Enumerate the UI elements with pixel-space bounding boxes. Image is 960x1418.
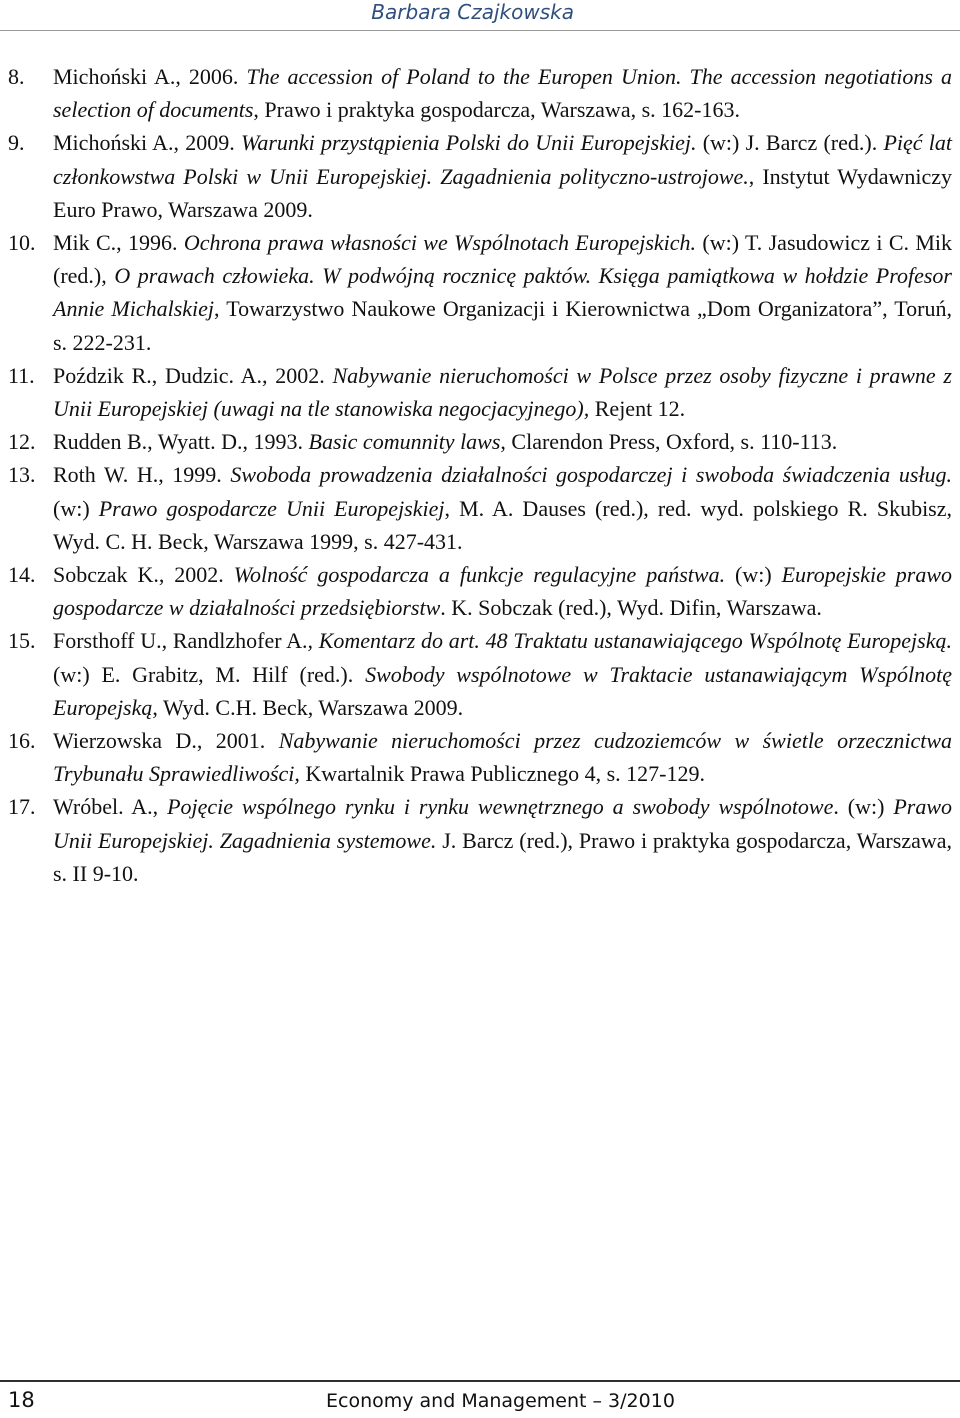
reference-segment: Wierzowska D., 2001.: [53, 728, 279, 754]
page-header: [0, 0, 960, 31]
reference-number: 15.: [8, 628, 36, 654]
reference-segment: Roth W. H., 1999.: [53, 462, 231, 488]
reference-title-segment: Swoboda prowadzenia działalności gospodarczej i swoboda świadczenia usług.: [230, 462, 953, 488]
reference-text: [53, 558, 952, 624]
reference-segment: , Prawo i praktyka gospodarcza, Warszawa, s. 162-163.: [253, 97, 740, 123]
reference-title-segment: Nabywanie nieruchomości w Polsce przez osoby fizyczne i prawne z Unii Europejskiej (uwagi na tle stanowiska negocjacyjnego),: [53, 362, 952, 422]
reference-text: [53, 226, 952, 359]
reference-list: [8, 60, 952, 890]
running-head-author: Barbara Czajkowska: [371, 0, 574, 24]
reference-item: [8, 558, 952, 624]
reference-title-segment: Warunki przystąpienia Polski do Unii Europejskiej.: [241, 130, 697, 156]
reference-segment: Wróbel. A.,: [53, 794, 168, 820]
reference-item: [8, 60, 952, 126]
reference-number: 13.: [8, 462, 36, 488]
reference-segment: Mik C., 1996.: [53, 230, 184, 256]
reference-number: 16.: [8, 728, 36, 754]
reference-segment: , Instytut Wydawniczy Euro Prawo, Warszawa 2009.: [53, 163, 952, 222]
reference-segment: , M. A. Dauses (red.), red. wyd. polskiego R. Skubisz, Wyd. C. H. Beck, Warszawa 1999, s. 427-431.: [53, 495, 953, 554]
reference-title-segment: Basic comunnity laws: [308, 429, 501, 455]
reference-segment: , Clarendon Press, Oxford, s. 110-113.: [500, 429, 838, 455]
reference-segment: (w:) E. Grabitz, M. Hilf (red.).: [53, 661, 366, 687]
reference-segment: Michoński A., 2006.: [53, 64, 247, 89]
reference-title-segment: , Komentarz do art. 48 Traktatu ustanawiającego Wspólnotę Europejską.: [307, 628, 952, 654]
reference-number: 10.: [8, 230, 36, 256]
reference-number: 9.: [8, 130, 25, 156]
reference-text: [53, 458, 952, 558]
reference-text: [53, 724, 952, 790]
journal-footer: Economy and Management – 3/2010: [326, 1390, 675, 1412]
reference-title-segment: Nabywanie nieruchomości przez cudzoziemców w świetle orzecznictwa Trybunału Sprawiedliwości,: [53, 728, 952, 787]
reference-segment: (w:): [53, 495, 99, 521]
page-number: 18: [8, 1388, 35, 1412]
reference-segment: . (w:): [833, 794, 894, 820]
reference-item: [8, 126, 952, 226]
reference-title-segment: Wolność gospodarcza a funkcje regulacyjne państwa.: [233, 562, 726, 588]
reference-item: [8, 359, 952, 425]
reference-title-segment: Europejskie prawo gospodarcze w działalności przedsiębiorstw: [53, 562, 952, 621]
reference-title-segment: Prawo Unii Europejskiej. Zagadnienia systemowe.: [53, 794, 953, 853]
reference-text: [53, 126, 952, 226]
reference-segment: J. Barcz (red.), Prawo i praktyka gospodarcza, Warszawa, s. II 9-10.: [53, 827, 952, 886]
reference-title-segment: Ochrona prawa własności we Wspólnotach Europejskich.: [183, 230, 697, 256]
reference-title-segment: Pojęcie wspólnego rynku i rynku wewnętrznego a swobody wspólnotowe: [167, 794, 834, 820]
reference-title-segment: O prawach człowieka. W podwójną rocznicę paktów. Księga pamiątkowa w hołdzie Profesor Annie Michalskiej: [53, 263, 952, 322]
reference-number: 11.: [8, 362, 35, 388]
reference-number: 17.: [8, 794, 36, 820]
reference-segment: Rudden B., Wyatt. D., 1993.: [53, 429, 309, 455]
reference-title-segment: Swobody wspólnotowe w Traktacie ustanawiającym Wspólnotę Europejską: [53, 661, 952, 720]
reference-text: [53, 425, 952, 458]
reference-item: [8, 425, 952, 458]
reference-segment: (w:) T. Jasudowicz i C. Mik (red.),: [53, 230, 952, 289]
reference-segment: (w:): [725, 562, 782, 588]
reference-item: [8, 790, 952, 890]
reference-number: 8.: [8, 64, 25, 89]
reference-item: [8, 226, 952, 359]
reference-segment: (w:) J. Barcz (red.).: [696, 130, 884, 156]
reference-segment: Forsthoff U., Randlzhofer A.: [53, 628, 308, 654]
reference-segment: Rejent 12.: [589, 396, 686, 422]
reference-item: [8, 724, 952, 790]
reference-segment: , Towarzystwo Naukowe Organizacji i Kierownictwa „Dom Organizatora”, Toruń, s. 222-231.: [53, 296, 952, 355]
reference-segment: . K. Sobczak (red.), Wyd. Difin, Warszawa.: [440, 595, 822, 621]
footer-divider: [0, 1380, 960, 1382]
reference-segment: Kwartalnik Prawa Publicznego 4, s. 127-129.: [299, 761, 706, 787]
reference-item: [8, 624, 952, 724]
reference-title-segment: Pięć lat członkowstwa Polski w Unii Europejskiej. Zagadnienia polityczno-ustrojowe.: [53, 130, 952, 189]
reference-title-segment: Prawo gospodarcze Unii Europejskiej: [98, 495, 445, 521]
reference-text: [53, 790, 952, 890]
reference-title-segment: The accession of Poland to the Europen Union. The accession negotiations a selection of documents: [53, 64, 952, 123]
reference-text: [53, 359, 952, 425]
reference-item: [8, 458, 952, 558]
reference-number: 14.: [8, 562, 36, 588]
reference-segment: , Wyd. C.H. Beck, Warszawa 2009.: [152, 694, 464, 720]
reference-segment: Michoński A., 2009.: [53, 130, 242, 156]
reference-segment: Poździk R., Dudzic. A., 2002.: [53, 362, 333, 388]
reference-number: 12.: [8, 429, 36, 455]
reference-text: [53, 60, 952, 126]
reference-text: [53, 624, 952, 724]
reference-segment: Sobczak K., 2002.: [53, 562, 234, 588]
